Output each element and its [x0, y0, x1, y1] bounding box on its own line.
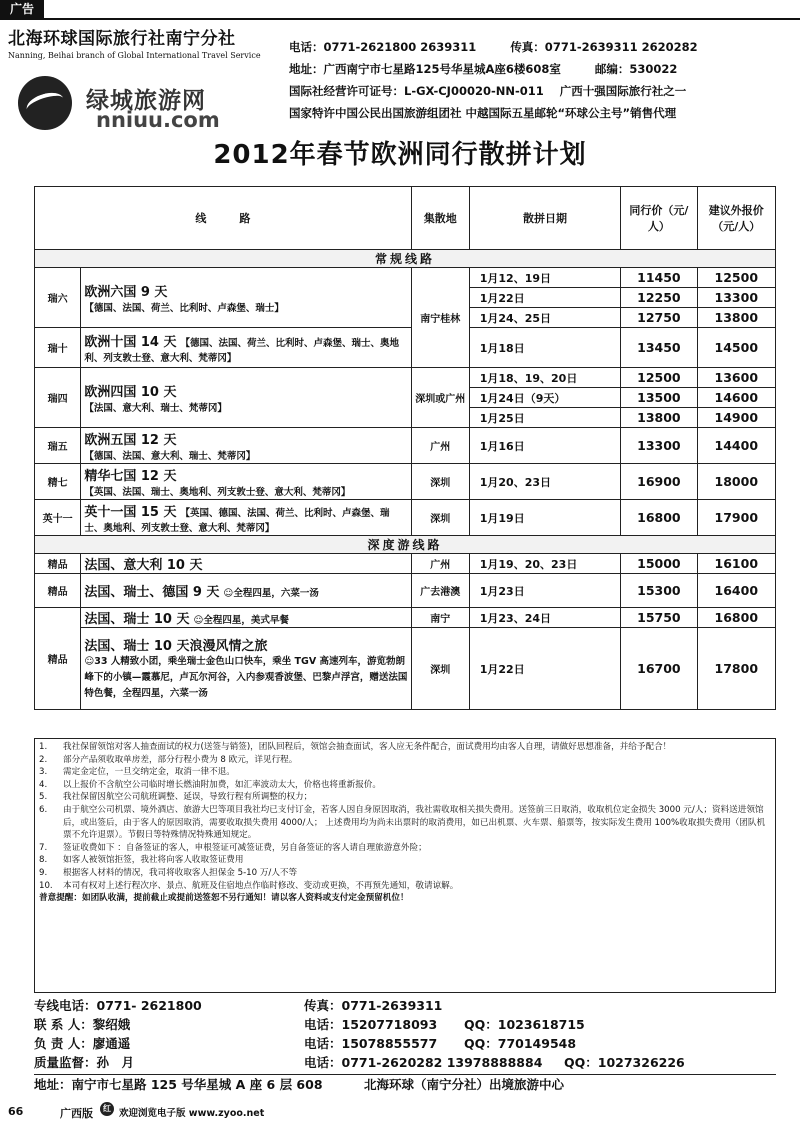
- note-item: [39, 880, 771, 893]
- route-code: 精品: [35, 608, 81, 710]
- note-item: [39, 791, 771, 804]
- note-number: 10.: [39, 880, 53, 891]
- departure-city: 南宁: [411, 608, 469, 628]
- route-code: 瑞六: [35, 268, 81, 328]
- contact-person: [34, 1015, 776, 1034]
- departure-city: 南宁桂林: [411, 268, 469, 368]
- header-date: 散拼日期: [469, 187, 620, 250]
- note-item: [39, 741, 771, 754]
- route-name: 法国、瑞士 10 天: [84, 612, 190, 627]
- route-code: 精品: [35, 554, 81, 574]
- departure-date: 1月16日: [469, 428, 620, 464]
- retail-price: 13300: [697, 288, 775, 308]
- departure-date: 1月22日: [469, 288, 620, 308]
- route-cell: [81, 608, 411, 628]
- trade-price: 16800: [621, 500, 697, 536]
- table-row: [35, 268, 776, 288]
- note-text: 由于航空公司机票、境外酒店、旅游大巴等项目我社均已支付订金，若客人因自身原因取消，我社需收取相关损失费用。送签前三日取消，收取机位定金损失 3000 元/人；资料送进领馆后，或出签后，由于客人的原因取消，需要收取损失费用 4000/人； 上述费用均为尚未出票时的取消费用，如已出机票、火车票、船票等，按实际发生费用 100%收取损失费用（团队机票不允许退票）。节假日等特殊情况特殊通知规定。: [63, 804, 766, 841]
- departure-date: 1月23日: [469, 574, 620, 608]
- contact-person: [34, 1034, 776, 1053]
- page-title: 2012年春节欧洲同行散拼计划: [213, 140, 587, 170]
- table-row: [35, 628, 776, 710]
- note-item: [39, 779, 771, 792]
- header-price2: 建议外报价（元/人）: [697, 187, 775, 250]
- contact-qq: QQ：1027326226: [564, 1055, 685, 1070]
- note-item: [39, 766, 771, 779]
- contact-person: [34, 1053, 776, 1072]
- departure-date: 1月18、19、20日: [469, 368, 620, 388]
- route-cell: [81, 268, 411, 328]
- header-license: 国际社经营许可证号：L-GX-CJ00020-NN-011: [289, 84, 544, 98]
- retail-price: 17800: [697, 628, 775, 710]
- departure-date: 1月23、24日: [469, 608, 620, 628]
- company-name: 北海环球国际旅行社南宁分社: [8, 29, 236, 49]
- booking-warning: 普意提醒：如团队收满，提前截止或提前送签恕不另行通知！请以客人资料或支付定金预留机位！: [39, 893, 409, 904]
- retail-price: 16400: [697, 574, 775, 608]
- header-contact: [289, 36, 799, 124]
- route-name: 精华七国 12 天: [84, 469, 177, 484]
- contact-qq: QQ：1023618715: [464, 1017, 585, 1032]
- site-url[interactable]: nniuu.com: [96, 108, 220, 132]
- table-row: [35, 574, 776, 608]
- departure-city: 深圳: [411, 500, 469, 536]
- table-row: [35, 608, 776, 628]
- header-phone: 电话：0771-2621800 2639311: [289, 40, 477, 54]
- route-cell: [81, 628, 411, 710]
- edition-seal-icon: 红: [100, 1102, 114, 1116]
- route-cell: [81, 368, 411, 428]
- route-highlights: ☺全程四星，美式早餐: [193, 615, 289, 626]
- route-name: 法国、瑞士、德国 9 天: [84, 585, 220, 600]
- route-countries: 【法国、意大利、瑞士、梵蒂冈】: [84, 403, 227, 414]
- header-fax: 传真：0771-2639311 2620282: [510, 40, 698, 54]
- note-item: [39, 867, 771, 880]
- company-logo-block: [8, 24, 283, 132]
- note-number: 5.: [39, 792, 48, 803]
- header-rank: 广西十强国际旅行社之一: [559, 84, 687, 98]
- note-text: 根据客人材料的情况，我司将收取客人担保金 5-10 万/人不等: [63, 867, 298, 878]
- route-countries: 【德国、法国、荷兰、比利时、卢森堡、瑞士】: [84, 303, 284, 314]
- route-name: 欧洲六国 9 天: [84, 285, 168, 300]
- section-deep-label: 深度游线路: [35, 536, 776, 554]
- retail-price: 14900: [697, 408, 775, 428]
- contact-role: 负 责 人：廖通遥: [34, 1036, 131, 1051]
- header-city: 集散地: [411, 187, 469, 250]
- departure-date: 1月24日（9天）: [469, 388, 620, 408]
- table-row: [35, 464, 776, 500]
- route-countries: 【德国、法国、意大利、瑞士、梵蒂冈】: [84, 451, 256, 462]
- departure-city: 深圳或广州: [411, 368, 469, 428]
- route-countries: 【德国、法国、荷兰、比利时、卢森堡、瑞士、奥地利、列支敦士登、意大利、梵蒂冈】: [84, 338, 399, 364]
- retail-price: 17900: [697, 500, 775, 536]
- retail-price: 14600: [697, 388, 775, 408]
- departure-date: 1月22日: [469, 628, 620, 710]
- header-address: 地址：广西南宁市七星路125号华星城A座6楼608室: [289, 62, 561, 76]
- site-brand: 绿城旅游网: [86, 88, 206, 114]
- departure-city: 广去港澳: [411, 574, 469, 608]
- route-name: 欧洲五国 12 天: [84, 433, 177, 448]
- contact-address: 地址：南宁市七星路 125 号华星城 A 座 6 层 608: [34, 1077, 323, 1092]
- route-highlights: ☺33 人精致小团，乘坐瑞士金色山口快车，乘坐 TGV 高速列车，游览勃朗峰下的小镇—霞慕尼，卢瓦尔河谷，入内参观香波堡、巴黎卢浮宫，赠送法国特色餐，全程四星，六菜一汤: [84, 656, 408, 699]
- trade-price: 13800: [621, 408, 697, 428]
- header-route: 线 路: [35, 187, 412, 250]
- route-name: 英十一国 15 天: [84, 505, 177, 520]
- note-item: [39, 854, 771, 867]
- retail-price: 18000: [697, 464, 775, 500]
- contact-tel: 电话：0771-2620282 13978888884: [304, 1055, 543, 1070]
- contact-dept: 北海环球（南宁分社）出境旅游中心: [364, 1077, 565, 1092]
- departure-date: 1月19、20、23日: [469, 554, 620, 574]
- retail-price: 14500: [697, 328, 775, 368]
- table-row: [35, 554, 776, 574]
- contact-fax: 传真：0771-2639311: [304, 998, 443, 1013]
- section-regular: 常规线路: [35, 250, 776, 268]
- trade-price: 16700: [621, 628, 697, 710]
- header-postcode: 邮编：530022: [594, 62, 678, 76]
- retail-price: 12500: [697, 268, 775, 288]
- globe-logo-icon: [18, 76, 72, 130]
- note-number: 1.: [39, 742, 48, 752]
- trade-price: 16900: [621, 464, 697, 500]
- route-code: 英十一: [35, 500, 81, 536]
- table-header-row: [35, 187, 776, 250]
- note-text: 我社保留因航空公司航班调整、延误，导致行程有所调整的权力；: [63, 792, 313, 803]
- route-cell: [81, 328, 411, 368]
- note-text: 本司有权对上述行程次序、景点、航班及住宿地点作临时修改、变动或更换，不再预先通知，敬请谅解。: [63, 880, 459, 891]
- departure-city: 深圳: [411, 628, 469, 710]
- itinerary-table: [34, 186, 776, 710]
- departure-date: 1月19日: [469, 500, 620, 536]
- contact-tel: 电话：15207718093: [304, 1017, 438, 1032]
- note-text: 部分产品须收取单房差，部分行程小费为 8 欧元，详见行程。: [63, 754, 298, 765]
- note-text: 需定金定位，一旦交纳定金，取消一律不退。: [63, 767, 235, 778]
- note-text: 如客人被领馆拒签，我社将向客人收取签证费用: [63, 855, 244, 866]
- trade-price: 15300: [621, 574, 697, 608]
- edition-label: 广西版: [60, 1107, 93, 1120]
- contact-qq: QQ：770149548: [464, 1036, 577, 1051]
- route-name: 欧洲四国 10 天: [84, 385, 177, 400]
- note-item: [39, 754, 771, 767]
- trade-price: 11450: [621, 268, 697, 288]
- ad-tag: 广告: [0, 0, 44, 18]
- route-code: 瑞十: [35, 328, 81, 368]
- footer-url[interactable]: 欢迎浏览电子版 www.zyoo.net: [119, 1108, 265, 1119]
- route-name: 欧洲十国 14 天: [84, 335, 177, 350]
- departure-city: 广州: [411, 428, 469, 464]
- departure-date: 1月12、19日: [469, 268, 620, 288]
- route-countries: 【英国、法国、瑞士、奥地利、列支敦士登、意大利、梵蒂冈】: [84, 487, 351, 498]
- route-cell: [81, 554, 411, 574]
- page-footer: [0, 1100, 800, 1124]
- trade-price: 13500: [621, 388, 697, 408]
- note-number: 8.: [39, 855, 48, 866]
- trade-price: 12250: [621, 288, 697, 308]
- contact-role: 联 系 人：黎绍娥: [34, 1017, 131, 1032]
- trade-price: 13300: [621, 428, 697, 464]
- note-item: [39, 804, 771, 842]
- contact-tel: 电话：15078855577: [304, 1036, 438, 1051]
- hotline: 专线电话：0771- 2621800: [34, 998, 202, 1013]
- page-number: 66: [8, 1105, 24, 1118]
- departure-city: 深圳: [411, 464, 469, 500]
- table-row: [35, 500, 776, 536]
- retail-price: 13600: [697, 368, 775, 388]
- trade-price: 15750: [621, 608, 697, 628]
- table-row: [35, 428, 776, 464]
- trade-price: 13450: [621, 328, 697, 368]
- retail-price: 13800: [697, 308, 775, 328]
- route-cell: [81, 464, 411, 500]
- route-code: 瑞五: [35, 428, 81, 464]
- note-text: 我社保留领馆对客人抽查面试的权力(送签与销签)，团队回程后，领馆会抽查面试，客人应无条件配合，面试费用均由客人自理，请做好思想准备，并给予配合！: [63, 742, 672, 752]
- footer-contact: [34, 996, 776, 1094]
- note-number: 2.: [39, 754, 48, 765]
- route-countries: 【英国、德国、法国、荷兰、比利时、卢森堡、瑞士、奥地利、列支敦士登、意大利、梵蒂冈】: [84, 508, 390, 534]
- route-code: 精七: [35, 464, 81, 500]
- trade-price: 15000: [621, 554, 697, 574]
- table-row: [35, 328, 776, 368]
- retail-price: 16100: [697, 554, 775, 574]
- contact-role: 质量监督：孙 月: [34, 1055, 135, 1070]
- route-code: 精品: [35, 574, 81, 608]
- note-number: 3.: [39, 767, 48, 778]
- table-row: [35, 368, 776, 388]
- note-number: 6.: [39, 804, 48, 815]
- trade-price: 12750: [621, 308, 697, 328]
- departure-date: 1月25日: [469, 408, 620, 428]
- route-cell: [81, 500, 411, 536]
- retail-price: 16800: [697, 608, 775, 628]
- note-item: [39, 842, 771, 855]
- company-name-en: Nanning, Beihai branch of Global International Travel Service: [8, 51, 261, 60]
- header-price1: 同行价（元/人）: [621, 187, 697, 250]
- note-number: 4.: [39, 779, 48, 790]
- departure-date: 1月24、25日: [469, 308, 620, 328]
- route-code: 瑞四: [35, 368, 81, 428]
- note-number: 9.: [39, 867, 48, 878]
- notes-box: [34, 738, 776, 993]
- top-divider: [0, 18, 800, 20]
- departure-date: 1月20、23日: [469, 464, 620, 500]
- route-cell: [81, 574, 411, 608]
- note-text: 签证收费如下 ：自备签证的客人，申根签证可减签证费，另自备签证的客人请自理旅游意外险；: [63, 842, 427, 853]
- trade-price: 12500: [621, 368, 697, 388]
- note-text: 以上报价不含航空公司临时增长燃油附加费，如汇率波动太大，价格也将重新报价。: [63, 779, 381, 790]
- departure-city: 广州: [411, 554, 469, 574]
- retail-price: 14400: [697, 428, 775, 464]
- route-name: 法国、意大利 10 天: [84, 558, 203, 573]
- route-highlights: ☺全程四星，六菜一汤: [223, 588, 319, 599]
- departure-date: 1月18日: [469, 328, 620, 368]
- header-tagline: 国家特许中国公民出国旅游组团社 中越国际五星邮轮“环球公主号”销售代理: [289, 106, 677, 120]
- route-name: 法国、瑞士 10 天浪漫风情之旅: [84, 639, 268, 654]
- note-number: 7.: [39, 842, 48, 853]
- route-cell: [81, 428, 411, 464]
- section-deep: [35, 536, 776, 554]
